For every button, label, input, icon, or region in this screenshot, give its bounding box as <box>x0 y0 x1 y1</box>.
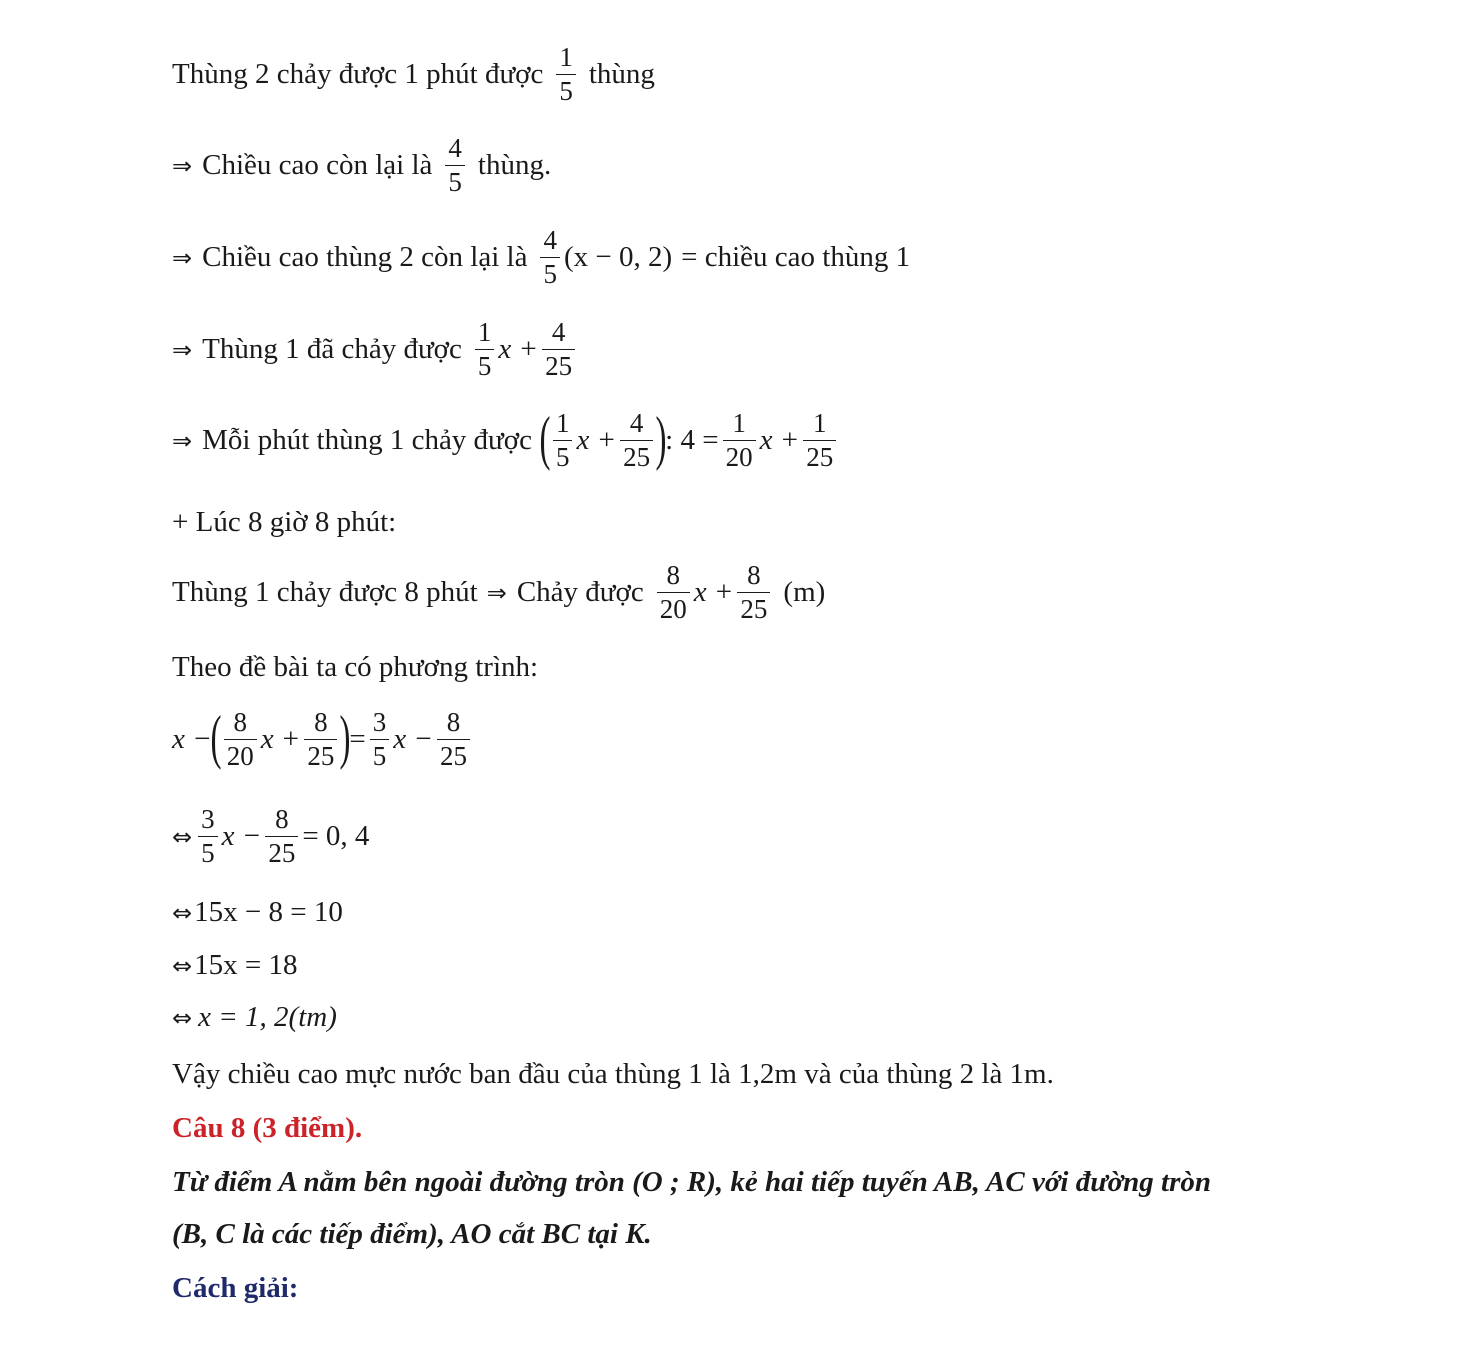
line-10 <box>172 806 369 867</box>
line-3-tail: = chiều cao thùng 1 <box>681 241 911 273</box>
question-para-1-text: Từ điểm A nằm bên ngoài đường tròn (O ; R), kẻ hai tiếp tuyến AB, AC với đường tròn <box>172 1166 1212 1198</box>
math-term: x + <box>576 424 617 456</box>
line-7 <box>172 562 825 623</box>
question-title <box>172 1114 362 1143</box>
fraction: $\frac{1}{5}$ <box>553 410 573 471</box>
line-4 <box>172 319 579 380</box>
equivalence-arrow: ⇔ <box>172 951 193 980</box>
fraction: $\frac{8}{25}$ <box>437 709 470 770</box>
solution-heading-text: Cách giải: <box>172 1272 299 1304</box>
line-6 <box>172 508 396 537</box>
fraction: $\frac{4}{5}$ <box>540 227 560 288</box>
fraction: $\frac{4}{25}$ <box>620 410 653 471</box>
line-1-text: Thùng 2 chảy được 1 phút được <box>172 58 544 90</box>
solution-heading <box>172 1274 298 1303</box>
line-14 <box>172 1060 1054 1089</box>
line-2 <box>172 135 551 196</box>
implies-arrow: ⇒ <box>172 335 193 364</box>
line-8-text: Theo đề bài ta có phương trình: <box>172 651 539 683</box>
math-term: = <box>349 723 366 755</box>
fraction: $\frac{8}{25}$ <box>304 709 337 770</box>
line-7-unit: (m) <box>783 576 826 608</box>
line-6-text: + Lúc 8 giờ 8 phút: <box>172 506 397 538</box>
line-7-text: Thùng 1 chảy được 8 phút <box>172 576 478 608</box>
implies-arrow: ⇒ <box>486 578 507 607</box>
question-para-1 <box>172 1168 1211 1197</box>
line-8 <box>172 653 538 682</box>
line-7-text2: Chảy được <box>516 576 644 608</box>
line-3 <box>172 227 910 288</box>
line-3-expr: (x − 0, 2) <box>563 241 673 273</box>
line-13-text: x = 1, 2(tm) <box>198 1001 337 1033</box>
implies-arrow: ⇒ <box>172 426 193 455</box>
math-term: x − <box>393 723 433 755</box>
line-1-tail: thùng <box>588 58 655 90</box>
equivalence-arrow: ⇔ <box>172 898 193 927</box>
line-5: ⇒ Mỗi phút thùng 1 chảy được ( $\frac{1}{5}$ x + $\frac{4}{25}$ ) : 4 = $\frac{1}{20}$ x + $\frac{1}{25}$ <box>172 410 840 471</box>
line-1 <box>172 44 655 105</box>
fraction: $\frac{8}{25}$ <box>265 806 298 867</box>
fraction: $\frac{4}{25}$ <box>542 319 575 380</box>
math-term: x + <box>759 424 800 456</box>
line-3-text: Chiều cao thùng 2 còn lại là <box>202 241 528 273</box>
fraction: $\frac{1}{20}$ <box>723 410 756 471</box>
fraction: $\frac{8}{20}$ <box>657 562 690 623</box>
line-14-text: Vậy chiều cao mực nước ban đầu của thùng 1 là 1,2m và của thùng 2 là 1m. <box>172 1058 1054 1090</box>
fraction: $\frac{1}{5}$ <box>556 44 576 105</box>
question-title-text: Câu 8 (3 điểm). <box>172 1112 363 1144</box>
line-2-tail: thùng. <box>477 149 552 181</box>
line-2-text: Chiều cao còn lại là <box>202 149 433 181</box>
line-12 <box>172 951 297 980</box>
line-11 <box>172 898 343 927</box>
math-term: : 4 = <box>665 424 719 456</box>
fraction: $\frac{8}{20}$ <box>224 709 257 770</box>
line-9: x − ( $\frac{8}{20}$ x + $\frac{8}{25}$ ) = $\frac{3}{5}$ x − $\frac{8}{25}$ <box>172 709 474 770</box>
math-term: x − <box>221 820 262 852</box>
math-term: x + <box>260 723 301 755</box>
implies-arrow: ⇒ <box>172 151 193 180</box>
math-term: x + <box>693 576 734 608</box>
line-11-text: 15x − 8 = 10 <box>194 896 343 928</box>
question-para-2-text: (B, C là các tiếp điểm), AO cắt BC tại K. <box>172 1218 652 1250</box>
line-5-text: Mỗi phút thùng 1 chảy được <box>202 424 532 456</box>
implies-arrow: ⇒ <box>172 243 193 272</box>
equivalence-arrow: ⇔ <box>172 1003 193 1032</box>
fraction: $\frac{8}{25}$ <box>737 562 770 623</box>
fraction: $\frac{1}{5}$ <box>475 319 495 380</box>
fraction: $\frac{1}{25}$ <box>803 410 836 471</box>
equivalence-arrow: ⇔ <box>172 822 193 851</box>
question-para-2 <box>172 1220 652 1249</box>
math-term: x − <box>172 723 212 755</box>
fraction: $\frac{3}{5}$ <box>370 709 390 770</box>
math-term: = 0, 4 <box>302 820 370 852</box>
fraction: $\frac{3}{5}$ <box>198 806 218 867</box>
line-12-text: 15x = 18 <box>194 949 298 981</box>
line-4-text: Thùng 1 đã chảy được <box>202 333 462 365</box>
line-13 <box>172 1003 337 1032</box>
fraction: $\frac{4}{5}$ <box>445 135 465 196</box>
math-term: x + <box>498 333 539 365</box>
